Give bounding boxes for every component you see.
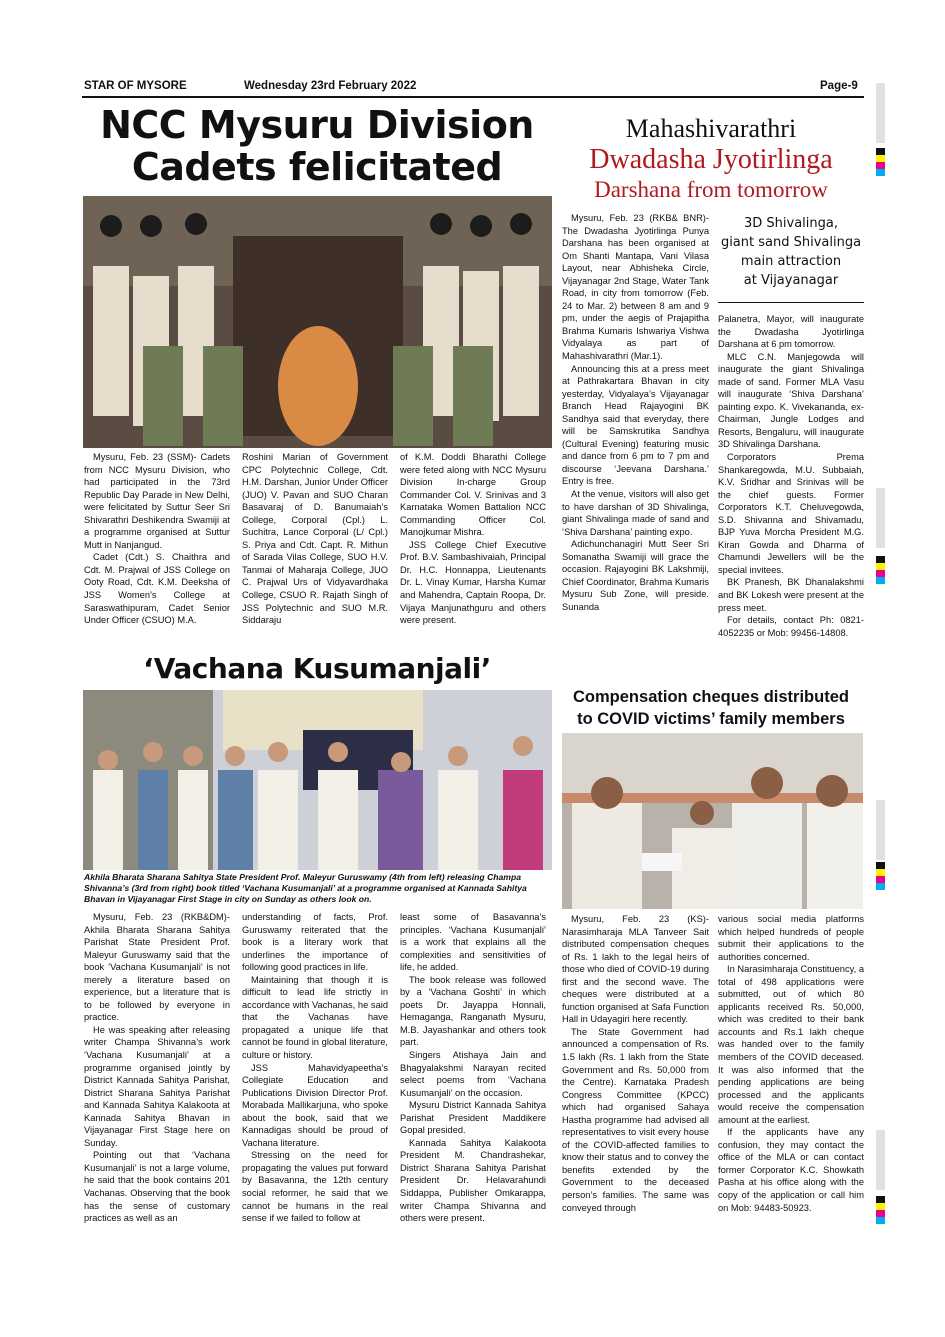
- paragraph: MLC C.N. Manjegowda will inaugurate the giant Shivalinga made of sand. Former MLA Vasu will inaugurate ‘Shiva Darshana’ painting expo. K. Vivekananda, ex-Chairman, Jungle Lodges and Resorts, Bengaluru, will inaugurate 3D Shivalinga Darshana.: [718, 351, 864, 450]
- cmyk-strip: [876, 556, 885, 584]
- paragraph: Adichunchanagiri Mutt Seer Sri Somanatha Swamiji will grace the occasion. Rajayogini BK Lakshmiji, Chief Coordinator, Brahma Kumaris Mysuru Sub Zone, will preside. Sunanda: [562, 539, 709, 612]
- headline-line: NCC Mysuru Division: [100, 103, 534, 147]
- paragraph: Mysuru, Feb. 23 (RKB& BNR)- The Dwadasha Jyotirlinga Punya Darshana has been organised at Om Shanti Mantapa, Vani Vilasa Layout, near Abhisheka Circle, Vijayanagar 2nd Stage, Water Tank Road, in city from tomorrow (Feb. 24 to Mar. 2) between 8 am and 9 pm, under the aegis of Prajapitha Brahma Kumaris Ishwariya Vishwa Vidyalaya as part of Mahashivarathri (Mar.1).: [562, 213, 709, 362]
- paragraph: The book release was followed by a ‘Vachana Goshti’ in which poets Dr. Jayappa Honnali, Hemaganga, Ranganath Mysuru, M.B. Jayashankar and others took part.: [400, 974, 546, 1048]
- gray-bar: [876, 1130, 885, 1190]
- paragraph: various social media platforms which helped hundreds of people submit their applications to the authorities concerned.: [718, 914, 864, 962]
- header-date: Wednesday 23rd February 2022: [244, 80, 417, 92]
- cmyk-strip: [876, 148, 885, 176]
- paragraph: Cadet (Cdt.) S. Chaithra and Cdt. M. Prajwal of JSS College on Ooty Road, Cdt. K.M. Deeksha of JSS Women’s College at Saraswathipuram, Cadet Senior Under Officer (CSUO) M.A.: [84, 552, 230, 626]
- paragraph: Palanetra, Mayor, will inaugurate the Dwadasha Jyotirlinga Darshana at 6 pm tomorrow.: [718, 314, 864, 350]
- subheading-line: giant sand Shivalinga: [720, 235, 862, 250]
- paragraph: Pointing out that ‘Vachana Kusumanjali’ is not a large volume, he said that the book contains 201 Vachanas. Observing that the book has the sense of customary practices as well as an: [84, 1150, 230, 1224]
- paragraph: Singers Atishaya Jain and Bhagyalakshmi Narayan recited select poems from ‘Vachana Kusumanjali’ on the occasion.: [400, 1050, 546, 1098]
- subheading-line: at Vijayanagar: [743, 273, 839, 288]
- article1-col3: [400, 451, 546, 627]
- paragraph: JSS Mahavidyapeetha’s Collegiate Education and Publications Division Director Prof. Morabada Mallikarjuna, who spoke about the book, said that we Kannadigas should be proud of Vachana literature.: [242, 1062, 388, 1148]
- paragraph: If the applicants have any confusion, they may contact the office of the MLA or can contact former Corporator K.C. Showkath Pasha at his office along with the copy of the application or call him on Mob: 94483-50923.: [718, 1127, 864, 1213]
- article2-col1: [84, 911, 230, 1225]
- article2-col2: [242, 911, 388, 1225]
- paragraph: Mysuru, Feb. 23 (KS)- Narasimharaja MLA Tanveer Sait distributed compensation cheques of Rs. 1 lakh to the legal heirs of those who died of COVID-19 during first and the second wave. The cheques were distributed at a function organised at Safa Function Hall in Udayagiri here recently.: [562, 914, 709, 1025]
- paragraph: The State Government had announced a compensation of Rs. 1.5 lakh (Rs. 1 lakh from the State Government and Rs. 50,000 from the Centre). Karnataka Pradesh Congress Committee (KPCC) which had organised Sahaya Hastha programme had advised all representatives to visit every house of the COVID-affected families to know their status and to convey the benefits extended by the Government to the deceased person’s families. The same was conveyed through: [562, 1026, 709, 1213]
- paragraph: Announcing this at a press meet at Pathrakartara Bhavan in city yesterday, Vidyalaya’s Vijayanagar Branch Head Rajayogini BK Sandhya said that everyday, there will be Samskrutika Sandhya (Cultural Evening) featuring music and dance from 6 pm to 7 pm and discourse ‘Jeevana Darshana.’ Entry is free.: [562, 363, 709, 487]
- subheading-box: [718, 214, 864, 303]
- article3-col1: [562, 212, 709, 614]
- paragraph: BK Pranesh, BK Dhanalakshmi and BK Lokesh were present at the press meet.: [718, 577, 864, 613]
- photo-illustration: [562, 733, 863, 909]
- paragraph: least some of Basavanna’s principles. ‘Vachana Kusumanjali’ is a work that explains all the complexities and sensitivities of life, he added.: [400, 912, 546, 973]
- paragraph: Maintaining that though it is difficult to lead life strictly in accordance with Vachanas, he said that the Vachanas have propagated a unique life that cannot be found in global literature, culture or history.: [242, 974, 388, 1061]
- paragraph: of K.M. Doddi Bharathi College were feted along with NCC Mysuru Division In-charge Group Commander Col. V. Srinivas and 3 Karnataka Women Battalion NCC Commanding Officer Col. Manojkumar Mishra.: [400, 452, 546, 538]
- masthead-name: STAR OF MYSORE: [84, 80, 187, 92]
- paragraph: Stressing on the need for propagating the values put forward by Basavanna, the 12th century social reformer, he said that we cannot be humans in the real sense if we failed to follow at: [242, 1150, 388, 1224]
- subheading-line: 3D Shivalinga,: [744, 216, 838, 231]
- paragraph: Mysuru District Kannada Sahitya Parishat President Maddikere Gopal presided.: [400, 1100, 546, 1136]
- article1-col2: [242, 451, 388, 627]
- kicker: Mahashivarathri: [625, 114, 797, 143]
- paragraph: In Narasimharaja Constituency, a total of 498 applications were submitted, out of which 80 applicants received Rs. 50,000, which was credited to their bank accounts and Rs.1 lakh cheque was handed over to the family members of the COVID deceased. It was also informed that the pending applications are being processed and the applicants would receive the compensation amount at the earliest.: [718, 964, 864, 1125]
- headline-line: Cadets felicitated: [131, 145, 503, 189]
- book-release-photo: [83, 690, 552, 870]
- ncc-cadets-photo: [83, 196, 552, 448]
- paragraph: understanding of facts, Prof. Guruswamy reiterated that the book is a literary work that underlines the importance of following good practices in life.: [242, 912, 388, 973]
- gray-bar: [876, 83, 885, 143]
- article2-col3: [400, 911, 546, 1225]
- article4-headline: [558, 686, 864, 730]
- article4-col2: [718, 913, 864, 1214]
- photo-illustration: [83, 690, 552, 870]
- paragraph: Mysuru, Feb. 23 (RKB&DM)- Akhila Bharata Sharana Sahitya Parishat State President Prof. Maleyur Guruswamy said that the book ‘Vachana Kusumanjali’ is not merely a literature based on experience, but a literature that is to be followed by everyone in practice.: [84, 912, 230, 1023]
- article1-col1: [84, 451, 230, 627]
- article1-headline: [82, 104, 552, 188]
- paragraph: JSS College Chief Executive Prof. B.V. Sambashivaiah, Principal Dr. H.C. Honnappa, Lieutenants Dr. L. Vinay Kumar, Harsha Kumar and Mahendra, Captain Roopa, Dr. Vijaya Manjunathguru and others were present.: [400, 539, 546, 626]
- article3-col2: [718, 313, 864, 639]
- page-number: Page-9: [820, 80, 858, 92]
- headline-line: Darshana from tomorrow: [594, 177, 828, 202]
- subheading-line: main attraction: [740, 254, 842, 269]
- paragraph: Kannada Sahitya Kalakoota President M. Chandrashekar, District Sharana Sahitya Parishat President Dr. Helavarahundi Siddappa, Publisher Omkarappa, writer Champa Shivanna and others were present.: [400, 1137, 546, 1224]
- paragraph: Mysuru, Feb. 23 (SSM)- Cadets from NCC Mysuru Division, who had participated in the 73rd Republic Day Parade in New Delhi, were felicitated by Suttur Seer Sri Shivarathri Deshikendra Swamiji at a programme organised at Suttur Mutt in Nanjangud.: [84, 452, 230, 550]
- article4-col1: [562, 913, 709, 1214]
- header-rule: [82, 96, 864, 98]
- article3-headline: [558, 114, 864, 204]
- headline-line: to COVID victims’ family members: [577, 710, 845, 728]
- article2-headline: ‘Vachana Kusumanjali’: [143, 652, 491, 685]
- cmyk-strip: [876, 862, 885, 890]
- paragraph: For details, contact Ph: 0821-4052235 or Mob: 99456-14808.: [718, 615, 864, 638]
- photo-caption: Akhila Bharata Sharana Sahitya State President Prof. Maleyur Guruswamy (4th from left) releasing Champa Shivanna’s (3rd from right) book titled ‘Vachana Kusumanjali’ at a programme organised at Kannada Sahitya Bhavan in Vijayanagar First Stage in city on Sunday as others look on.: [84, 872, 527, 905]
- paragraph: Roshini Marian of Government CPC Polytechnic College, Cdt. H.M. Darshan, Junior Under Officer (JUO) V. Pavan and SUO Charan Basavaraj of D. Banumaiah’s College, Corporal (Cpl.) L. Suchitra, Lance Corporal (L/ Cpl.) S. Priya and Cdt. Capt. R. Mithun of Sarada Vilas College, SUO H.V. Tanmai of Maharaja College, JUO C. Prajwal Urs of Vidyavardhaka College, CSUO R. Rajath Singh of JSS Polytechnic and SUO M.R. Siddaraju: [242, 452, 388, 626]
- headline-line: Dwadasha Jyotirlinga: [589, 144, 833, 175]
- paragraph: At the venue, visitors will also get to have darshan of 3D Shivalinga, giant Shivalinga made of sand and ‘Shiva Darshana’ painting expo.: [562, 489, 709, 537]
- photo-illustration: [83, 196, 552, 448]
- paragraph: He was speaking after releasing writer Champa Shivanna’s work ‘Vachana Kusumanjali’ at a programme organised jointly by District Kannada Sahitya Parishat, District Sharana Sahitya Parishat and Kannada Sahitya Kalakoota at Kannada Sahitya Bhavan in Vijayanagar First Stage here on Sunday.: [84, 1024, 230, 1148]
- cmyk-strip: [876, 1196, 885, 1224]
- gray-bar: [876, 800, 885, 860]
- headline-line: Compensation cheques distributed: [573, 688, 849, 706]
- gray-bar: [876, 488, 885, 548]
- paragraph: Corporators Prema Shankaregowda, M.U. Subbaiah, K.V. Sridhar and Srinivas will be the chief guests. Former Corporators K.T. Cheluvegowda, S.D. Shivanna and Shivamadu, BJP Yuva Morcha President M.G. Kiran Gowda and Dharma of Chamundi Jewellers will be the special invitees.: [718, 452, 864, 575]
- cheque-distribution-photo: [562, 733, 863, 909]
